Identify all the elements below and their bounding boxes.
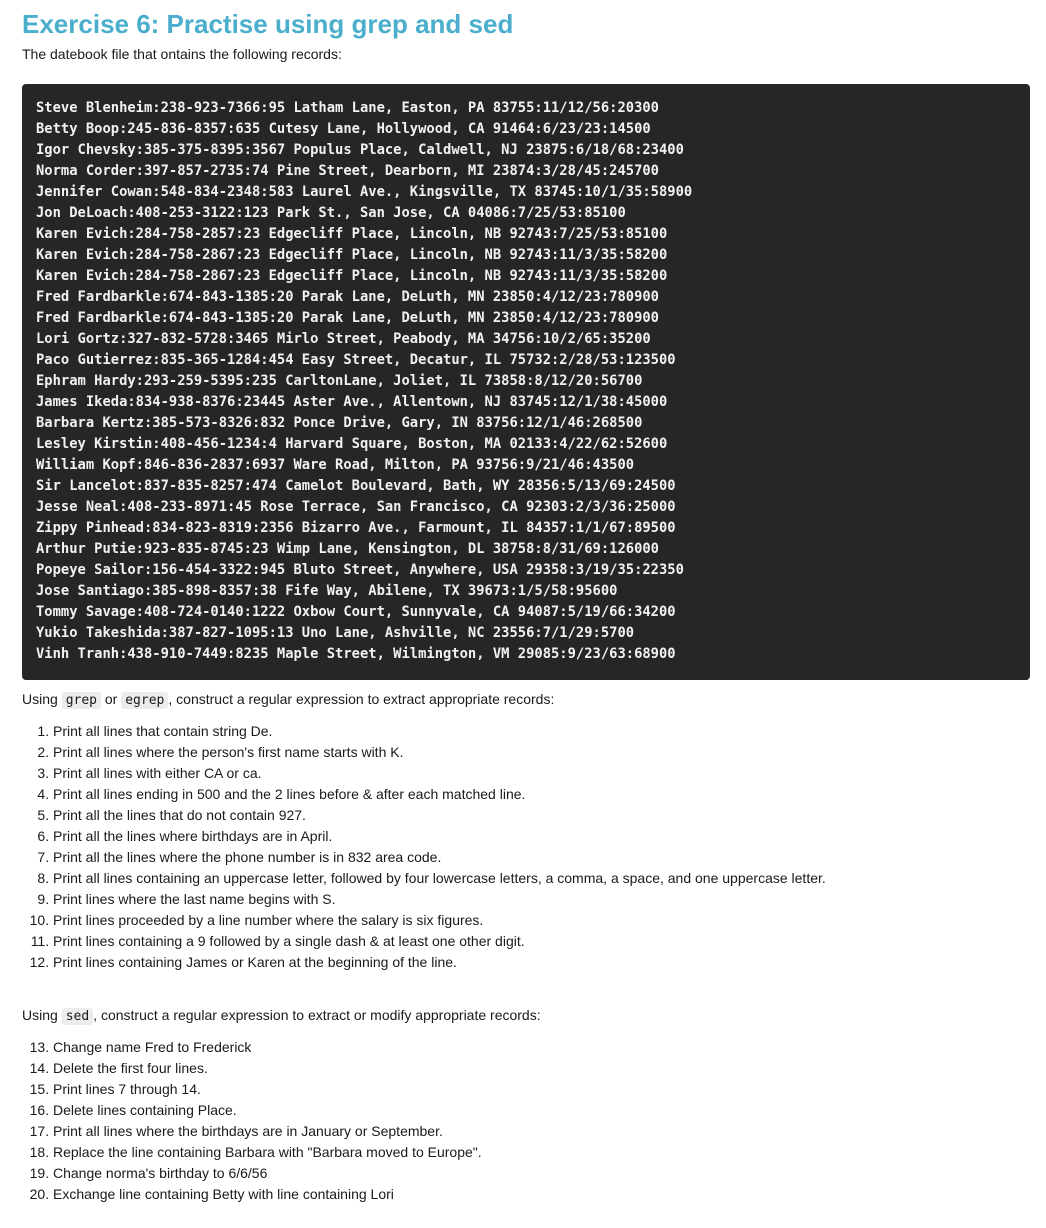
grep-task-item: 11. Print lines containing a 9 followed by a single dash & at least one other digit. <box>53 931 1030 952</box>
record-line: Steve Blenheim:238-923-7366:95 Latham Lane, Easton, PA 83755:11/12/56:20300 <box>36 100 659 116</box>
record-line: Betty Boop:245-836-8357:635 Cutesy Lane, Hollywood, CA 91464:6/23/23:14500 <box>36 121 651 137</box>
record-line: Fred Fardbarkle:674-843-1385:20 Parak Lane, DeLuth, MN 23850:4/12/23:780900 <box>36 289 659 305</box>
sed-task-item: 14. Delete the first four lines. <box>53 1058 1030 1079</box>
grep-instructions <box>22 691 1030 709</box>
sed-instructions <box>22 1007 1030 1025</box>
sed-command: sed <box>62 1008 93 1025</box>
grep-task-item: 4. Print all lines ending in 500 and the 2 lines before & after each matched line. <box>53 784 1030 805</box>
grep-or: or <box>101 691 122 707</box>
grep-task-item: 3. Print all lines with either CA or ca. <box>53 763 1030 784</box>
record-line: Yukio Takeshida:387-827-1095:13 Uno Lane, Ashville, NC 23556:7/1/29:5700 <box>36 625 635 641</box>
record-line: Igor Chevsky:385-375-8395:3567 Populus Place, Caldwell, NJ 23875:6/18/68:23400 <box>36 142 684 158</box>
record-line: Lesley Kirstin:408-456-1234:4 Harvard Square, Boston, MA 02133:4/22/62:52600 <box>36 436 668 452</box>
record-line: Lori Gortz:327-832-5728:3465 Mirlo Street, Peabody, MA 34756:10/2/65:35200 <box>36 331 651 347</box>
record-line: Jesse Neal:408-233-8971:45 Rose Terrace, San Francisco, CA 92303:2/3/36:25000 <box>36 499 676 515</box>
record-line: Vinh Tranh:438-910-7449:8235 Maple Street, Wilmington, VM 29085:9/23/63:68900 <box>36 646 676 662</box>
page-title: Exercise 6: Practise using grep and sed <box>22 9 514 39</box>
sed-task-item: 15. Print lines 7 through 14. <box>53 1079 1030 1100</box>
grep-task-item: 5. Print all the lines that do not contain 927. <box>53 805 1030 826</box>
sed-task-item: 19. Change norma's birthday to 6/6/56 <box>53 1163 1030 1184</box>
record-line: William Kopf:846-836-2837:6937 Ware Road, Milton, PA 93756:9/21/46:43500 <box>36 457 635 473</box>
sed-task-item: 18. Replace the line containing Barbara with "Barbara moved to Europe". <box>53 1142 1030 1163</box>
record-line: Karen Evich:284-758-2857:23 Edgecliff Place, Lincoln, NB 92743:7/25/53:85100 <box>36 226 668 242</box>
grep-task-item: 8. Print all lines containing an uppercase letter, followed by four lowercase letters, a comma, a space, and one uppercase letter. <box>53 868 1030 889</box>
grep-task-item: 10. Print lines proceeded by a line number where the salary is six figures. <box>53 910 1030 931</box>
record-line: Paco Gutierrez:835-365-1284:454 Easy Street, Decatur, IL 75732:2/28/53:123500 <box>36 352 676 368</box>
record-line: Jose Santiago:385-898-8357:38 Fife Way, Abilene, TX 39673:1/5/58:95600 <box>36 583 618 599</box>
record-line: Jennifer Cowan:548-834-2348:583 Laurel Ave., Kingsville, TX 83745:10/1/35:58900 <box>36 184 693 200</box>
record-line: Karen Evich:284-758-2867:23 Edgecliff Place, Lincoln, NB 92743:11/3/35:58200 <box>36 268 668 284</box>
record-line: Barbara Kertz:385-573-8326:832 Ponce Drive, Gary, IN 83756:12/1/46:268500 <box>36 415 643 431</box>
sed-task-item: 13. Change name Fred to Frederick <box>53 1037 1030 1058</box>
record-line: Zippy Pinhead:834-823-8319:2356 Bizarro Ave., Farmount, IL 84357:1/1/67:89500 <box>36 520 676 536</box>
grep-task-item: 12. Print lines containing James or Karen at the beginning of the line. <box>53 952 1030 973</box>
grep-task-item: 2. Print all lines where the person's first name starts with K. <box>53 742 1030 763</box>
record-line: Ephram Hardy:293-259-5395:235 CarltonLane, Joliet, IL 73858:8/12/20:56700 <box>36 373 643 389</box>
grep-command: grep <box>62 692 101 709</box>
intro-text: The datebook file that ontains the following records: <box>22 46 342 62</box>
record-line: James Ikeda:834-938-8376:23445 Aster Ave., Allentown, NJ 83745:12/1/38:45000 <box>36 394 668 410</box>
grep-prefix: Using <box>22 691 62 707</box>
record-line: Karen Evich:284-758-2867:23 Edgecliff Place, Lincoln, NB 92743:11/3/35:58200 <box>36 247 668 263</box>
grep-task-item: 6. Print all the lines where birthdays are in April. <box>53 826 1030 847</box>
record-line: Jon DeLoach:408-253-3122:123 Park St., San Jose, CA 04086:7/25/53:85100 <box>36 205 626 221</box>
sed-task-item: 16. Delete lines containing Place. <box>53 1100 1030 1121</box>
record-line: Norma Corder:397-857-2735:74 Pine Street, Dearborn, MI 23874:3/28/45:245700 <box>36 163 659 179</box>
grep-task-item: 1. Print all lines that contain string De. <box>53 721 1030 742</box>
egrep-command: egrep <box>121 692 168 709</box>
sed-task-item: 17. Print all lines where the birthdays are in January or September. <box>53 1121 1030 1142</box>
sed-suffix: , construct a regular expression to extract or modify appropriate records: <box>93 1007 541 1023</box>
sed-task-list <box>22 1037 1030 1205</box>
datebook-code-block <box>22 84 1030 680</box>
record-line: Arthur Putie:923-835-8745:23 Wimp Lane, Kensington, DL 38758:8/31/69:126000 <box>36 541 659 557</box>
grep-task-list <box>22 721 1030 973</box>
grep-suffix: , construct a regular expression to extract appropriate records: <box>168 691 555 707</box>
grep-task-item: 9. Print lines where the last name begins with S. <box>53 889 1030 910</box>
sed-prefix: Using <box>22 1007 62 1023</box>
grep-task-item: 7. Print all the lines where the phone number is in 832 area code. <box>53 847 1030 868</box>
record-line: Fred Fardbarkle:674-843-1385:20 Parak Lane, DeLuth, MN 23850:4/12/23:780900 <box>36 310 659 326</box>
record-line: Popeye Sailor:156-454-3322:945 Bluto Street, Anywhere, USA 29358:3/19/35:22350 <box>36 562 684 578</box>
sed-task-item: 20. Exchange line containing Betty with line containing Lori <box>53 1184 1030 1205</box>
record-line: Sir Lancelot:837-835-8257:474 Camelot Boulevard, Bath, WY 28356:5/13/69:24500 <box>36 478 676 494</box>
record-line: Tommy Savage:408-724-0140:1222 Oxbow Court, Sunnyvale, CA 94087:5/19/66:34200 <box>36 604 676 620</box>
